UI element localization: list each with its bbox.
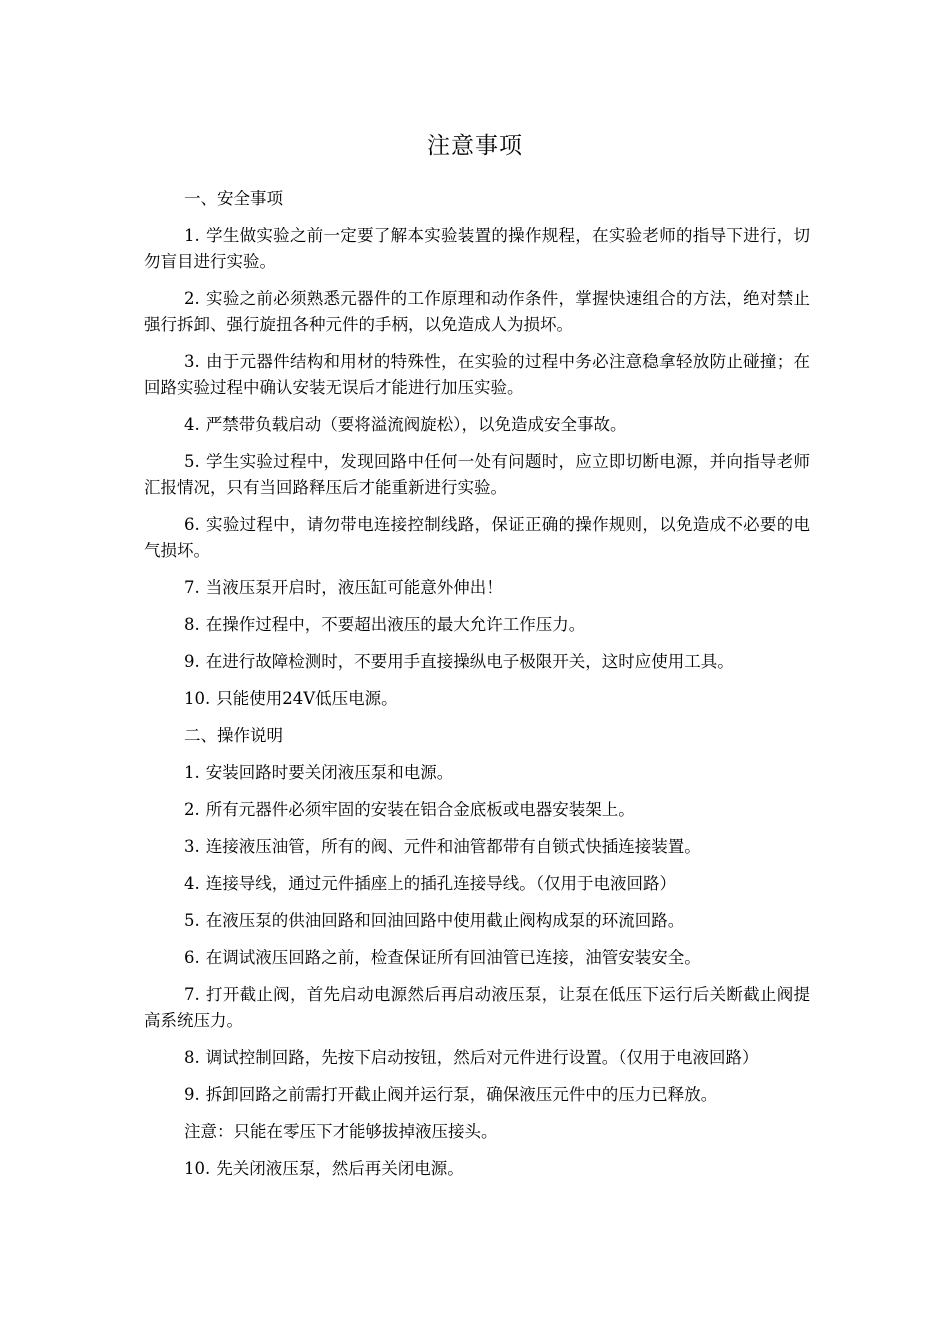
- item-number: 6.: [184, 515, 200, 534]
- item-text: 安装回路时要关闭液压泵和电源。: [205, 763, 454, 782]
- list-item: [144, 686, 810, 712]
- list-item: [144, 512, 810, 564]
- item-number: 5.: [184, 452, 200, 471]
- list-item: [144, 649, 810, 675]
- item-number: 7.: [184, 578, 200, 597]
- list-item-note: [144, 1119, 810, 1145]
- item-text: 拆卸回路之前需打开截止阀并运行泵，确保液压元件中的压力已释放。: [205, 1085, 718, 1104]
- list-item: [144, 575, 810, 601]
- item-text: 学生实验过程中，发现回路中任何一处有问题时，应立即切断电源，并向指导老师汇报情况，只有当回路释压后才能重新进行实验。: [144, 452, 810, 497]
- list-item: [144, 449, 810, 501]
- item-text: 打开截止阀，首先启动电源然后再启动液压泵，让泵在低压下运行后关断截止阀提高系统压力。: [144, 985, 810, 1030]
- list-item: [144, 286, 810, 338]
- item-number: 2.: [184, 800, 200, 819]
- item-number: 1.: [184, 763, 200, 782]
- item-text: 在液压泵的供油回路和回油回路中使用截止阀构成泵的环流回路。: [205, 911, 685, 930]
- list-item: [144, 871, 810, 897]
- section-heading-operation: 二、操作说明: [184, 726, 283, 745]
- list-item: [144, 1045, 810, 1071]
- item-text: 先关闭液压泵，然后再关闭电源。: [216, 1159, 464, 1178]
- list-item: [144, 1082, 810, 1108]
- item-text: 在调试液压回路之前，检查保证所有回油管已连接，油管安装安全。: [205, 948, 701, 967]
- item-text: 严禁带负载启动（要将溢流阀旋松），以免造成安全事故。: [205, 415, 627, 434]
- item-number: 7.: [184, 985, 200, 1004]
- list-item: [144, 223, 810, 275]
- item-number: 3.: [184, 352, 200, 371]
- item-number: 4.: [184, 415, 200, 434]
- item-text: 在操作过程中，不要超出液压的最大允许工作压力。: [205, 615, 586, 634]
- item-number: 1.: [184, 226, 200, 245]
- list-item: [144, 834, 810, 860]
- item-number: 3.: [184, 837, 200, 856]
- list-item: [144, 982, 810, 1034]
- document-body: [144, 186, 810, 1193]
- item-number: 6.: [184, 948, 200, 967]
- list-item: [144, 1156, 810, 1182]
- item-text: 只能使用24V低压电源。: [216, 689, 398, 708]
- item-number: 9.: [184, 652, 200, 671]
- item-text: 连接导线，通过元件插座上的插孔连接导线。（仅用于电液回路）: [205, 874, 676, 893]
- page-title: 注意事项: [427, 133, 523, 159]
- list-item: [144, 908, 810, 934]
- item-text: 在进行故障检测时，不要用手直接操纵电子极限开关，这时应使用工具。: [205, 652, 734, 671]
- item-text: 当液压泵开启时，液压缸可能意外伸出！: [205, 578, 503, 597]
- item-number: 5.: [184, 911, 200, 930]
- item-number: 8.: [184, 615, 200, 634]
- item-text: 实验过程中，请勿带电连接控制线路，保证正确的操作规则，以免造成不必要的电气损坏。: [144, 515, 810, 560]
- item-text: 所有元器件必须牢固的安装在铝合金底板或电器安装架上。: [205, 800, 635, 819]
- item-number: 10.: [184, 1159, 211, 1178]
- item-number: 10.: [184, 689, 211, 708]
- item-text: 注意：只能在零压下才能够拔掉液压接头。: [184, 1122, 498, 1141]
- item-number: 4.: [184, 874, 200, 893]
- item-number: 2.: [184, 289, 200, 308]
- list-item: [144, 945, 810, 971]
- list-item: [144, 797, 810, 823]
- list-item: [144, 760, 810, 786]
- item-text: 学生做实验之前一定要了解本实验装置的操作规程，在实验老师的指导下进行，切勿盲目进行实验。: [144, 226, 810, 271]
- item-text: 调试控制回路，先按下启动按钮，然后对元件进行设置。（仅用于电液回路）: [205, 1048, 759, 1067]
- item-text: 实验之前必须熟悉元器件的工作原理和动作条件，掌握快速组合的方法，绝对禁止强行拆卸、强行旋扭各种元件的手柄，以免造成人为损坏。: [144, 289, 810, 334]
- list-item: [144, 349, 810, 401]
- item-text: 由于元器件结构和用材的特殊性，在实验的过程中务必注意稳拿轻放防止碰撞；在回路实验过程中确认安装无误后才能进行加压实验。: [144, 352, 810, 397]
- list-item: [144, 412, 810, 438]
- item-number: 9.: [184, 1085, 200, 1104]
- item-text: 连接液压油管，所有的阀、元件和油管都带有自锁式快插连接装置。: [205, 837, 701, 856]
- section-heading-safety: 一、安全事项: [184, 189, 283, 208]
- item-number: 8.: [184, 1048, 200, 1067]
- list-item: [144, 612, 810, 638]
